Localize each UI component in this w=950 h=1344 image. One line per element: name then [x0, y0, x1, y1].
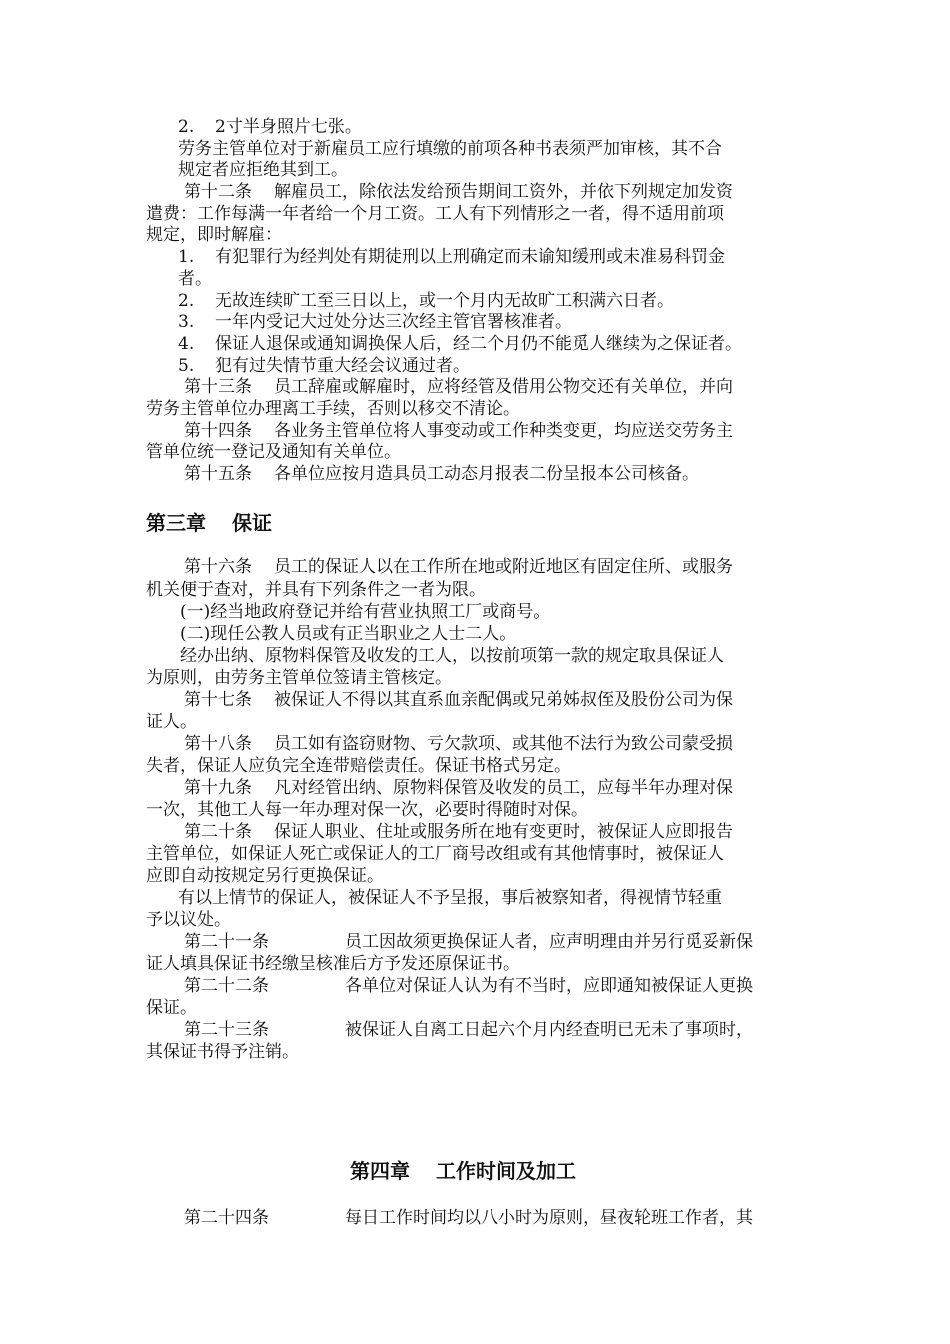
- article-line: 第十八条 员工如有盗窃财物、亏欠款项、或其他不法行为致公司蒙受损: [184, 734, 733, 754]
- list-item: 2. 2寸半身照片七张。: [178, 117, 362, 137]
- article-number: 第十六条: [184, 557, 252, 577]
- article-number: 第十三条: [184, 377, 252, 397]
- article-number: 第十九条: [184, 778, 252, 798]
- paragraph-line: 主管单位，如保证人死亡或保证人的工厂商号改组或有其他情事时，被保证人: [146, 844, 724, 864]
- article-number: 第二十一条: [184, 932, 269, 952]
- article-line: 第二十条 保证人职业、住址或服务所在地有变更时，被保证人应即报告: [184, 822, 733, 842]
- paragraph-line: 遣费：工作每满一年者给一个月工资。工人有下列情形之一者，得不适用前项: [146, 204, 724, 224]
- list-item: 4. 保证人退保或通知调换保人后，经二个月仍不能觅人继续为之保证者。: [178, 334, 742, 354]
- paragraph-line: 为原则，由劳务主管单位签请主管核定。: [146, 668, 452, 688]
- paragraph-line: 一次，其他工人每一年办理对保一次，必要时得随时对保。: [146, 800, 588, 820]
- chapter-heading: 第四章 工作时间及加工: [350, 1159, 576, 1183]
- paragraph-line: 规定者应拒绝其到工。: [178, 160, 348, 180]
- paragraph-line: 劳务主管单位办理离工手续，否则以移交不清论。: [146, 399, 520, 419]
- article-line: 第十七条 被保证人不得以其直系血亲配偶或兄弟姊叔侄及股份公司为保: [184, 690, 733, 710]
- list-item: 1. 有犯罪行为经判处有期徒刑以上刑确定而未谕知缓刑或未准易科罚金: [178, 247, 725, 267]
- article-number: 第十四条: [184, 421, 252, 441]
- paragraph-line: 予以议处。: [146, 910, 231, 930]
- article-line: 第二十二条 各单位对保证人认为有不当时，应即通知被保证人更换: [184, 976, 753, 996]
- article-number: 第二十条: [184, 822, 252, 842]
- paragraph-line: 应即自动按规定另行更换保证。: [146, 866, 384, 886]
- article-number: 第二十四条: [184, 1208, 269, 1228]
- article-line: 第十六条 员工的保证人以在工作所在地或附近地区有固定住所、或服务: [184, 557, 733, 577]
- paragraph-line: 保证。: [146, 998, 197, 1018]
- paragraph-line: 有以上情节的保证人，被保证人不予呈报，事后被察知者，得视情节轻重: [178, 888, 722, 908]
- paragraph-line: 劳务主管单位对于新雇员工应行填缴的前项各种书表须严加审核，其不合: [178, 139, 722, 159]
- list-item: 3. 一年内受记大过处分达三次经主管官署核准者。: [178, 312, 572, 332]
- paragraph-line: 其保证书得予注销。: [146, 1042, 299, 1062]
- article-line: 第十二条 解雇员工，除依法发给预告期间工资外，并依下列规定加发资: [184, 182, 733, 202]
- list-item: 者。: [178, 269, 212, 289]
- paragraph-line: 规定，即时解雇：: [146, 225, 282, 245]
- list-item: 5. 犯有过失情节重大经会议通过者。: [178, 356, 470, 376]
- paragraph-line: 证人。: [146, 712, 197, 732]
- list-item: (二)现任公教人员或有正当职业之人士二人。: [180, 624, 517, 644]
- paragraph-line: 管单位统一登记及通知有关单位。: [146, 442, 401, 462]
- article-line: 第十五条 各单位应按月造具员工动态月报表二份呈报本公司核备。: [184, 464, 699, 484]
- list-item: 2. 无故连续旷工至三日以上，或一个月内无故旷工积满六日者。: [178, 291, 674, 311]
- paragraph-line: 证人填具保证书经缴呈核准后方予发还原保证书。: [146, 954, 520, 974]
- article-number: 第十二条: [184, 182, 252, 202]
- article-line: 第二十四条 每日工作时间均以八小时为原则，昼夜轮班工作者，其: [184, 1208, 753, 1228]
- article-line: 第二十三条 被保证人自离工日起六个月内经查明已无未了事项时，: [184, 1020, 753, 1040]
- article-number: 第十七条: [184, 690, 252, 710]
- article-line: 第十九条 凡对经管出纳、原物料保管及收发的员工，应每半年办理对保: [184, 778, 733, 798]
- article-number: 第十八条: [184, 734, 252, 754]
- article-line: 第十三条 员工辞雇或解雇时，应将经管及借用公物交还有关单位，并向: [184, 377, 733, 397]
- paragraph-line: 机关便于查对，并具有下列条件之一者为限。: [146, 580, 486, 600]
- article-line: 第二十一条 员工因故须更换保证人者，应声明理由并另行觅妥新保: [184, 932, 753, 952]
- paragraph-line: 经办出纳、原物料保管及收发的工人，以按前项第一款的规定取具保证人: [180, 646, 724, 666]
- article-number: 第二十二条: [184, 976, 269, 996]
- paragraph-line: 失者，保证人应负完全连带赔偿责任。保证书格式另定。: [146, 756, 571, 776]
- article-number: 第十五条: [184, 464, 252, 484]
- article-number: 第二十三条: [184, 1020, 269, 1040]
- list-item: (一)经当地政府登记并给有营业执照工厂或商号。: [180, 602, 551, 622]
- chapter-heading: 第三章 保证: [146, 511, 272, 535]
- article-line: 第十四条 各业务主管单位将人事变动或工作种类变更，均应送交劳务主: [184, 421, 733, 441]
